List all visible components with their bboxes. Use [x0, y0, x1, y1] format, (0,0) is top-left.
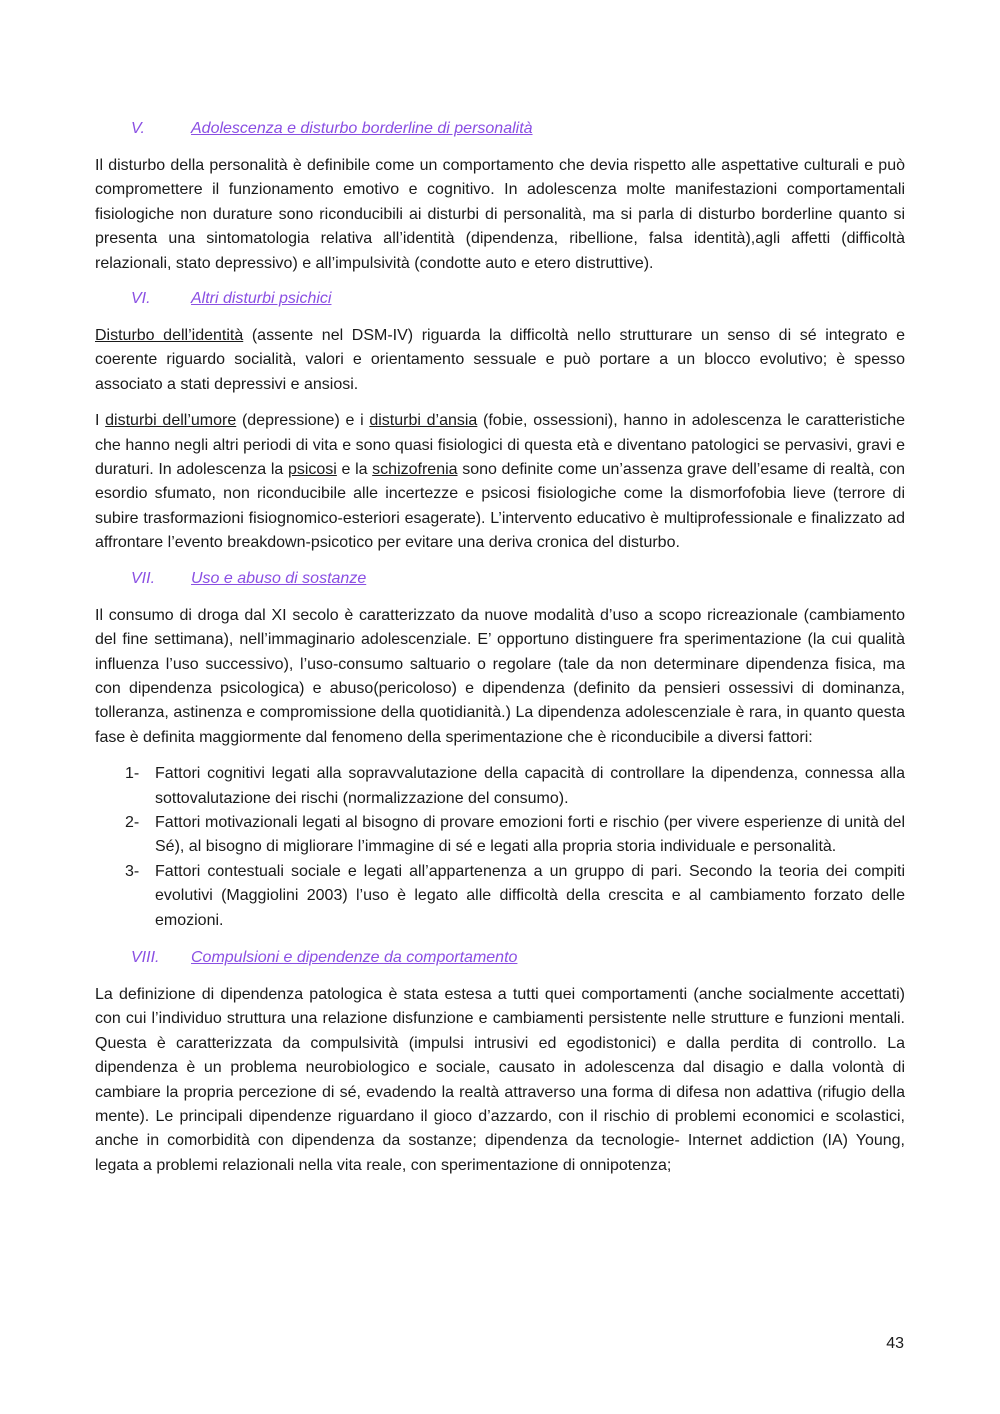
section-title: Uso e abuso di sostanze [191, 569, 367, 587]
paragraph-text: sono definite come un’assenza grave dell’esame di realtà, con esordio sfumato, non riconducibile alle incertezze e psicosi fisiologiche come la dismorfofobia lieve (terrore di subire trasformazioni fisiognomico-esteriori esagerate). L’intervento educativo è multiprofessionale e finalizzato ad affrontare l’evento breakdown-psicotico per evitare una deriva cronica del disturbo. [95, 461, 906, 552]
section-number: VIII. [131, 948, 160, 966]
section-heading-v [95, 118, 905, 140]
section-heading-vi [95, 288, 905, 310]
paragraph-text: e la [336, 461, 373, 479]
paragraph: Il consumo di droga dal XI secolo è caratterizzato da nuove modalità d’uso a scopo ricreazionale (cambiamento del fine settimana), nell’immaginario adolescenziale. E’ opportuno distinguere fra sperimentazione (la cui qualità influenza l’uso successivo), l’uso-consumo saltuario o regolare (tale da non determinare dipendenza fisica, ma con dipendenza psicologica) e abuso(pericoloso) e dipendenza (definito da pensieri ossessivi di dominanza, tolleranza, astinenza e compromissione della quotidianità.) La dipendenza adolescenziale è rara, in quanto questa fase è definita maggiormente dal fenomeno della sperimentazione che è riconducibile a diversi fattori: [95, 606, 905, 746]
list-item-text: Fattori cognitivi legati alla sopravvalutazione della capacità di controllare la dipendenza, connessa alla sottovalutazione dei rischi (normalizzazione del consumo). [155, 765, 905, 807]
list-item-text: Fattori contestuali sociale e legati all’appartenenza a un gruppo di pari. Secondo la teoria dei compiti evolutivi (Maggiolini 2003) l’uso è legato alle difficoltà della crescita e al cambiamento forzato delle emozioni. [155, 862, 905, 929]
paragraph-text: (assente nel DSM-IV) riguarda la difficoltà nello strutturare un senso di sé integrato e coerente riguardo socialità, valori e orientamento sessuale e può portare a un blocco evolutivo; è spesso associato a stati depressivi e ansiosi. [95, 327, 905, 393]
section-number: VI. [131, 290, 151, 308]
list-item [95, 762, 905, 811]
page-number: 43 [886, 1335, 904, 1352]
underlined-term: schizofrenia [372, 461, 458, 479]
section-title: Adolescenza e disturbo borderline di personalità [191, 120, 533, 137]
section-title: Compulsioni e dipendenze da comportamento [191, 948, 518, 966]
list-marker: 1- [125, 765, 140, 783]
underlined-term: Disturbo dell’identità [95, 327, 244, 345]
section-number: V. [131, 120, 145, 137]
paragraph-text: I [95, 412, 106, 430]
list-marker: 3- [125, 862, 140, 880]
list-marker: 2- [125, 813, 140, 831]
paragraph: La definizione di dipendenza patologica è stata estesa a tutti quei comportamenti (anche socialmente accettati) con cui l’individuo struttura una relazione disfunzione e cambiamenti persistente nelle strutture e funzioni mentali. Questa è caratterizzata da compulsività (impulsi intrusivi ed egodistonici) e dalla perdita di controllo. La dipendenza è un problema neurobiologico e sociale, causato in adolescenza dal disagio e dalla volontà di cambiare la propria percezione di sé, evadendo la realtà attraverso una forma di difesa non adattiva (rifugio della mente). Le principali dipendenze riguardano il gioco d’azzardo, con il rischio di problemi economici e scolastici, anche in comorbidità con dipendenza da sostanze; dipendenza da tecnologie- Internet addiction (IA) Young, legata a problemi relazionali nella vita reale, con sperimentazione di onnipotenza; [95, 985, 905, 1174]
factors-list [95, 762, 905, 933]
underlined-term: psicosi [287, 461, 337, 479]
paragraph [95, 324, 905, 397]
paragraph-text: (fobie, ossessioni), hanno in adolescenza le caratteristiche che hanno negli altri periodi di vita e sono quasi fisiologici di questa età e diventano patologici se pervasivi, gravi e duraturi. In adolescenza la [95, 412, 906, 479]
list-item [95, 811, 905, 860]
list-item [95, 860, 905, 933]
section-number: VII. [131, 569, 156, 587]
list-item-text: Fattori motivazionali legati al bisogno di provare emozioni forti e rischio (per vivere esperienze di unità del Sé), al bisogno di migliorare l’immagine di sé e legati alla propria storia individuale e personalità. [155, 813, 905, 856]
section-title: Altri disturbi psichici [191, 290, 332, 308]
paragraph-text: (depressione) e i [236, 412, 370, 430]
page-content [95, 118, 905, 1190]
paragraph: Il disturbo della personalità è definibile come un comportamento che devia rispetto alle aspettative culturali e può compromettere il funzionamento emotivo e cognitivo. In adolescenza molte manifestazioni comportamentali fisiologiche non durature sono riconducibili ai disturbi di personalità, ma si parla di disturbo borderline quanto si presenta una sintomatologia relativa all’identità (dipendenza, ribellione, falsa identità),agli affetti (difficoltà relazionali, stato depressivo) e all’impulsività (condotte auto e etero distruttive). [95, 157, 905, 272]
paragraph [95, 409, 905, 555]
underlined-term: disturbi d’ansia [369, 412, 478, 430]
underlined-term: disturbi dell’umore [105, 412, 237, 430]
section-heading-vii [95, 568, 905, 590]
section-heading-viii [95, 947, 905, 969]
